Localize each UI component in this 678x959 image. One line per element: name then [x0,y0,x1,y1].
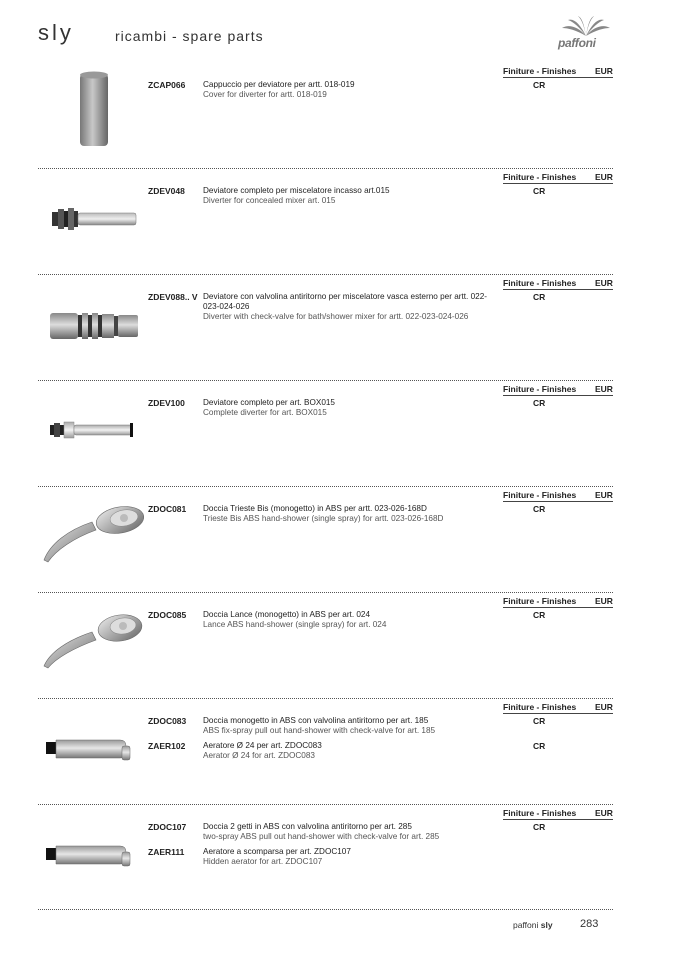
finishes-header: Finiture - Finishes [503,384,577,394]
diverter-valve-image [48,310,140,342]
currency-header: EUR [595,490,613,500]
description-italian: Doccia Lance (monogetto) in ABS per art. 024 [203,610,371,619]
finishes-header: Finiture - Finishes [503,490,577,500]
finishes-header: Finiture - Finishes [503,596,577,606]
part-description [203,741,500,761]
part-description [203,292,500,322]
currency-header: EUR [595,66,613,76]
section-divider [38,804,613,805]
finish-code: CR [533,610,546,620]
part-description [203,610,500,630]
description-english: Cover for diverter for artt. 018-019 [203,90,327,99]
header-rule [503,395,613,396]
description-english: Diverter for concealed mixer art. 015 [203,196,336,205]
part-section [0,66,678,171]
header-rule [503,77,613,78]
hand-shower-image [40,504,144,566]
description-italian: Deviatore completo per miscelatore incasso art.015 [203,186,390,195]
part-description [203,822,500,842]
section-divider [38,909,613,910]
page-subtitle: ricambi - spare parts [115,28,264,44]
description-italian: Doccia 2 getti in ABS con valvolina antiritorno per art. 285 [203,822,412,831]
part-description [203,80,500,100]
section-divider [38,698,613,699]
part-description [203,847,500,867]
description-italian: Deviatore con valvolina antiritorno per miscelatore vasca esterno per artt. 022-023-024-026 [203,292,487,311]
finishes-header: Finiture - Finishes [503,702,577,712]
collection-title: sly [38,20,74,45]
finish-code: CR [533,186,546,196]
part-description [203,398,500,418]
description-italian: Doccia monogetto in ABS con valvolina antiritorno per art. 185 [203,716,429,725]
header-rule [503,501,613,502]
hand-shower-image [40,610,144,672]
finishes-header: Finiture - Finishes [503,278,577,288]
currency-header: EUR [595,384,613,394]
currency-header: EUR [595,596,613,606]
part-section [0,490,678,595]
part-code: ZCAP066 [148,80,186,90]
part-description [203,504,500,524]
finishes-header: Finiture - Finishes [503,172,577,182]
description-english: Trieste Bis ABS hand-shower (single spray) for artt. 023-026-168D [203,514,444,523]
part-code: ZDEV048 [148,186,185,196]
description-italian: Aeratore a scomparsa per art. ZDOC107 [203,847,351,856]
currency-header: EUR [595,172,613,182]
part-description [203,716,500,736]
currency-header: EUR [595,278,613,288]
description-italian: Cappuccio per deviatore per artt. 018-019 [203,80,355,89]
currency-header: EUR [595,702,613,712]
pullout-spray-image [46,736,134,762]
finish-code: CR [533,741,546,751]
part-code: ZDEV088.. V [148,292,198,302]
part-code: ZDOC083 [148,716,187,726]
part-section [0,172,678,277]
section-divider [38,592,613,593]
logo-wordmark: paffoni [558,36,596,50]
finish-code: CR [533,822,546,832]
section-divider [38,380,613,381]
finish-code: CR [533,716,546,726]
header-rule [503,183,613,184]
part-code: ZAER111 [148,847,185,857]
header-rule [503,607,613,608]
description-english: Hidden aerator for art. ZDOC107 [203,857,323,866]
finishes-header: Finiture - Finishes [503,66,577,76]
footer-brand [513,920,553,930]
description-english: Diverter with check-valve for bath/shower mixer for artt. 022-023-024-026 [203,312,469,321]
part-section [0,278,678,383]
diverter-cartridge-image [52,206,138,232]
footer-collection: sly [540,920,553,930]
part-code: ZDEV100 [148,398,185,408]
finish-code: CR [533,80,546,90]
description-italian: Doccia Trieste Bis (monogetto) in ABS per artt. 023-026-168D [203,504,427,513]
header-rule [503,289,613,290]
section-divider [38,168,613,169]
description-english: two-spray ABS pull out hand-shower with check-valve for art. 285 [203,832,440,841]
part-section [0,384,678,489]
section-divider [38,486,613,487]
finish-code: CR [533,292,546,302]
description-italian: Aeratore Ø 24 per art. ZDOC083 [203,741,322,750]
description-english: Complete diverter for art. BOX015 [203,408,327,417]
pullout-spray-image [46,842,134,868]
description-italian: Deviatore completo per art. BOX015 [203,398,335,407]
part-code: ZDOC107 [148,822,187,832]
part-section [0,596,678,701]
currency-header: EUR [595,808,613,818]
page-number: 283 [580,918,599,930]
part-code: ZAER102 [148,741,186,751]
part-section [0,808,678,913]
finishes-header: Finiture - Finishes [503,808,577,818]
part-code: ZDOC085 [148,610,187,620]
finish-code: CR [533,398,546,408]
header-rule [503,819,613,820]
part-section [0,702,678,807]
part-description [203,186,500,206]
section-divider [38,274,613,275]
diverter-rod-image [50,420,136,440]
header-rule [503,713,613,714]
footer-company: paffoni [513,920,539,930]
description-english: Aerator Ø 24 for art. ZDOC083 [203,751,315,760]
description-english: Lance ABS hand-shower (single spray) for art. 024 [203,620,387,629]
part-code: ZDOC081 [148,504,187,514]
description-english: ABS fix-spray pull out hand-shower with check-valve for art. 185 [203,726,436,735]
part-row [0,398,678,422]
finish-code: CR [533,504,546,514]
cap-cylinder-image [78,70,110,150]
